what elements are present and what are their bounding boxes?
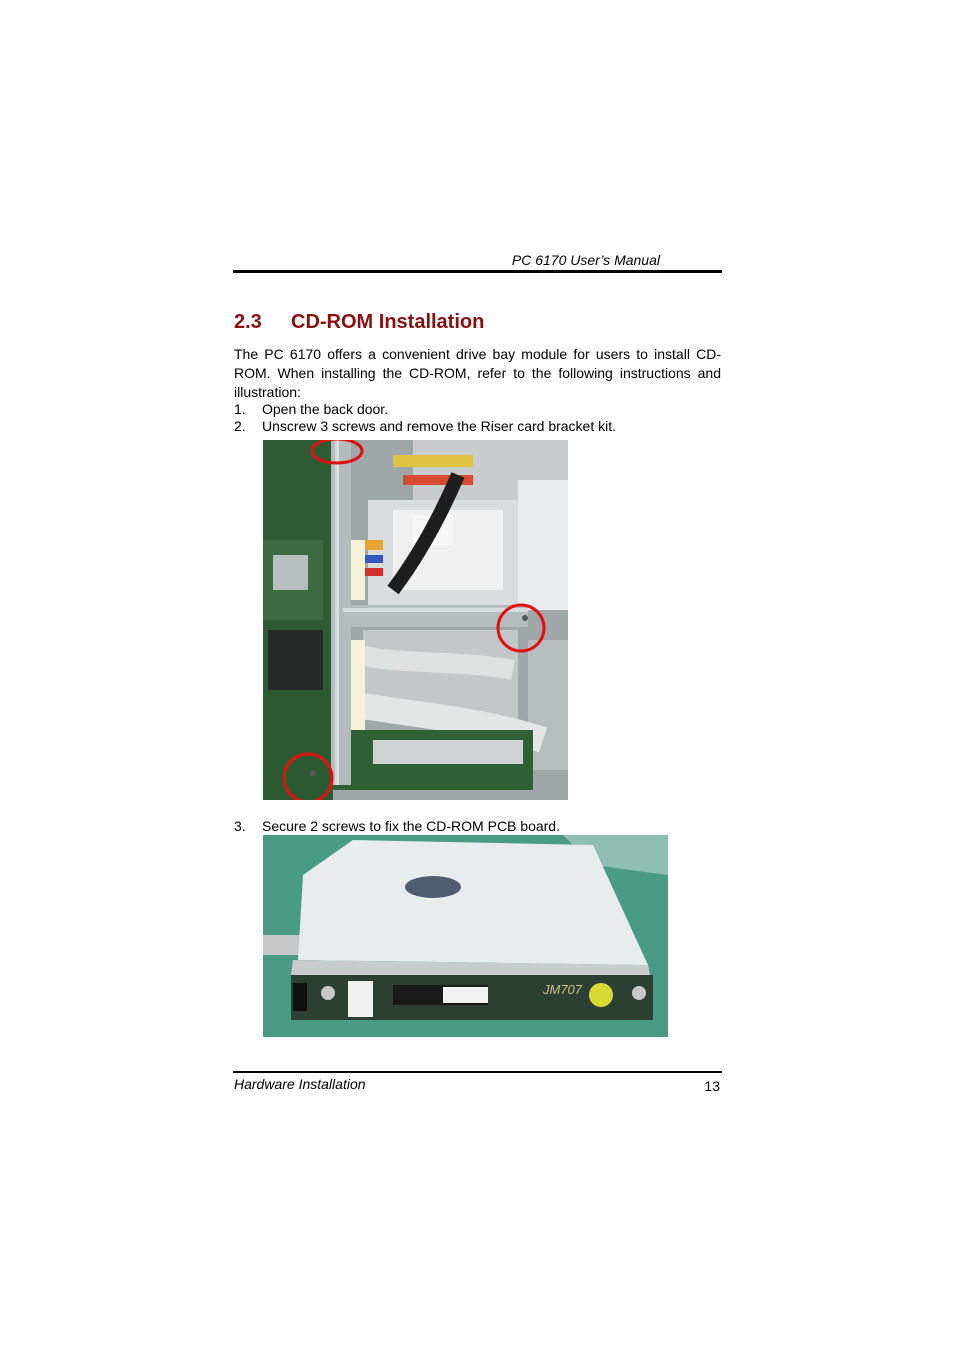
step-3	[234, 818, 560, 834]
section-number: 2.3	[234, 311, 262, 333]
header-title: PC 6170 User’s Manual	[511, 252, 660, 268]
page-number: 13	[704, 1078, 720, 1094]
riser-bracket-photo	[263, 440, 568, 800]
footer-rule	[233, 1071, 722, 1073]
step-number: 1.	[234, 401, 246, 417]
section-title: CD-ROM Installation	[291, 311, 485, 333]
step-text: Unscrew 3 screws and remove the Riser card bracket kit.	[262, 418, 617, 434]
intro-paragraph: The PC 6170 offers a convenient drive bay module for users to install CD-ROM. When installing the CD-ROM, refer to the following instructions and illustration:	[234, 346, 721, 400]
header-rule	[233, 270, 722, 273]
section-heading	[234, 311, 484, 334]
step-text: Secure 2 screws to fix the CD-ROM PCB board.	[262, 818, 560, 834]
footer-section: Hardware Installation	[234, 1076, 366, 1092]
pcb-model-label: JM707	[543, 982, 583, 997]
step-1	[234, 401, 388, 417]
cdrom-pcb-photo	[263, 835, 668, 1037]
step-number: 2.	[234, 418, 246, 434]
step-number: 3.	[234, 818, 246, 834]
step-text: Open the back door.	[262, 401, 389, 417]
step-2	[234, 418, 616, 434]
